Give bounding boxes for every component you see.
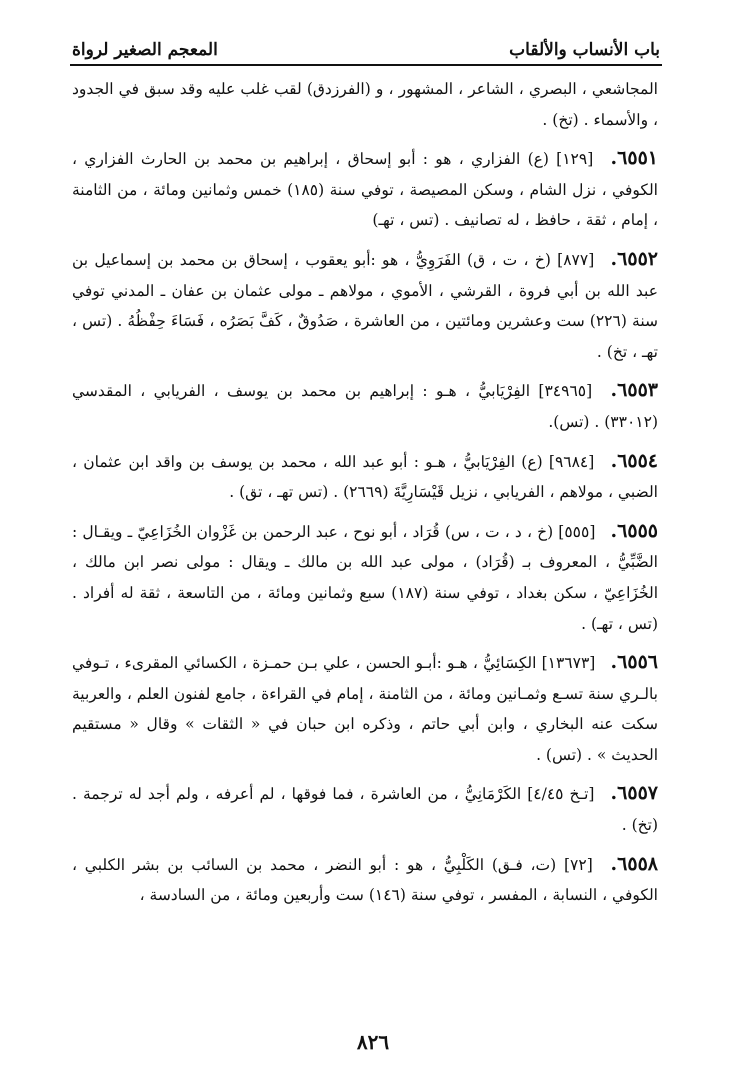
- entry-text: [٧٢] (ت، فـق) الكَلْبِيُّ ، هو : أبو النضر ، محمد بن السائب بن بشر الكلبي ، الكوفي ، النسابة ، المفسر ، توفي سنة (١٤٦) ست وأربعين ومائة ، من السادسة ،: [72, 855, 658, 905]
- entry-text: المجاشعي ، البصري ، الشاعر ، المشهور ، و (الفرزدق) لقب غلب عليه وقد سبق في الجدود ، والأسماء . (تخ) .: [72, 80, 658, 129]
- header-book-title: المعجم الصغير لرواة: [72, 40, 218, 60]
- header-rule: [70, 64, 662, 66]
- entry-6551: [72, 143, 658, 236]
- entry-continuation: [72, 74, 658, 135]
- running-header: [72, 28, 660, 60]
- page-number: ٨٢٦: [356, 1030, 390, 1054]
- entry-number: ٦٥٥٤.: [610, 449, 659, 472]
- entry-number: ٦٥٥٥.: [610, 519, 658, 542]
- entry-6557: [72, 778, 658, 840]
- entry-6555: [72, 516, 658, 639]
- entry-number: ٦٥٥٣.: [610, 379, 658, 402]
- header-chapter-title: باب الأنساب والألقاب: [509, 40, 660, 60]
- entry-text: [تـخ ٤/٤٥] الكَرْمَانِيُّ ، من العاشرة ، فما فوقها ، لم أعرفه ، ولم أجد له ترجمة . (تخ) .: [72, 785, 658, 835]
- entry-6558: [72, 849, 658, 911]
- entry-text: [١٣٦٧٣] الكِسَائِيُّ ، هـو :أبـو الحسن ، علي بـن حمـزة ، الكسائي المقرىء ، تـوفي بالـري سنة تسـع وثمـانين ومائة ، من الثامنة ، إمام في القراءة ، جامع لفنون العلم ، والعربية سكت عنه البخاري ، وابن أبي حاتم ، وذكره ابن حبان في « الثقات » وقال « مستقيم الحديث » . (تس) .: [72, 654, 658, 764]
- entry-text: [١٢٩] (ع) الفزاري ، هو : أبو إسحاق ، إبراهيم بن محمد بن الحارث الفزاري ، الكوفي ، نزل الشام ، وسكن المصيصة ، توفي سنة (١٨٥) خمس وثمانين ومائة ، من الثامنة ، إمام ، ثقة ، حافظ ، له تصانيف . (تس ، تهـ): [72, 150, 658, 230]
- entry-text: [٥٥٥] (خ ، د ، ت ، س) قُرَاد ، أبو نوح ، عبد الرحمن بن غَزْوان الخُزَاعِيّ ـ ويقـال : الضَّبِّيُّ ، المعروف بـ (قُرَاد) ، مولى عبد الله بن مالك ـ ويقال : مولى نصر ابن مالك ، الخُزَاعِيّ ، سكن بغداد ، توفي سنة (١٨٧) سبع وثمانين ومائة ، من التاسعة ، ثقة له أفراد . (تس ، تهـ) .: [72, 522, 659, 633]
- entry-number: ٦٥٥٨.: [610, 852, 658, 875]
- entry-text: [٣٤٩٦٥] الفِرْيَابيُّ ، هـو : إبراهيم بن محمد بن يوسف ، الفريابي ، المقدسي (٣٣٠١٢) . (تس).: [72, 382, 658, 431]
- entry-6553: [72, 375, 658, 437]
- page-body: [72, 74, 658, 919]
- entry-text: [٩٦٨٤] (ع) الفِرْيَابيُّ ، هـو : أبو عبد الله ، محمد بن يوسف بن واقد ابن عثمان ، الضبي ، مولاهم ، الفريابي ، نزيل قَيْسَارِيَّةَ (٢٦٦٩) . (تس تهـ ، تق) .: [72, 452, 658, 502]
- entry-number: ٦٥٥٦.: [610, 651, 658, 674]
- entry-number: ٦٥٥٧.: [610, 782, 658, 805]
- entry-number: ٦٥٥١.: [610, 147, 658, 170]
- entry-6552: [72, 244, 658, 367]
- entry-6554: [72, 446, 658, 508]
- entry-number: ٦٥٥٢.: [610, 247, 658, 270]
- entry-6556: [72, 647, 658, 770]
- entry-text: [٨٧٧] (خ ، ت ، ق) الفَرَوِيُّ ، هو :أبو يعقوب ، إسحاق بن محمد بن إسماعيل بن عبد الله بن أبي فروة ، القرشي ، الأموي ، مولاهم ـ مولى عثمان بن عفان ـ المدني توفي سنة (٢٢٦) ست وعشرين ومائتين ، من العاشرة ، صَدُوقٌ ، كَفَّ بَصَرُه ، فَسَاءَ حِفْظُهُ . (تس ، تهـ ، تخ) .: [72, 250, 658, 361]
